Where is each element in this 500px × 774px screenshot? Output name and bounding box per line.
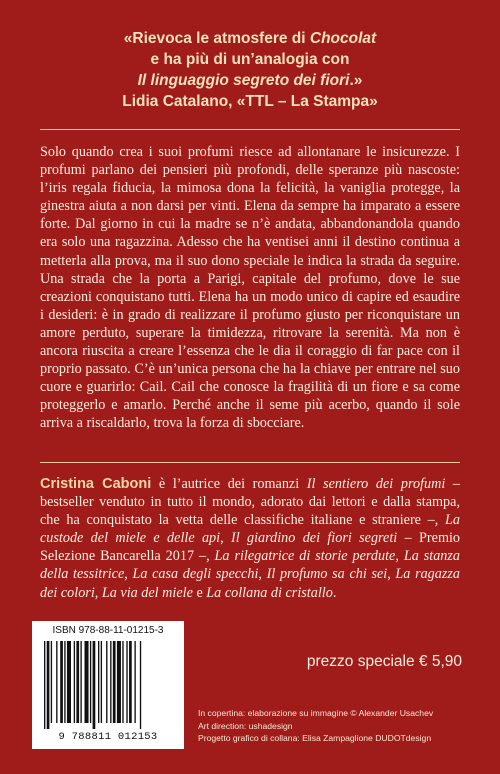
quote-title-chocolat: Chocolat xyxy=(309,30,377,47)
barcode-digits: 9 788811 012153 xyxy=(58,731,158,743)
isbn-label: ISBN 978-88-11-01215-3 xyxy=(52,625,164,636)
divider-middle xyxy=(40,462,460,463)
book-title: La custode del miele e delle api xyxy=(40,512,460,547)
book-title: Il profumo sa chi sei xyxy=(266,566,388,583)
quote-line-2: e ha più di un’analogia con xyxy=(150,51,350,68)
cover-credit: In copertina: elaborazione su immagine © Alexander Usachev xyxy=(198,708,434,718)
book-title: La rilegatrice di storie perdute xyxy=(214,548,396,565)
book-title: Il giardino dei fiori segreti xyxy=(231,530,398,547)
author-bio: Cristina Caboni è l’autrice dei romanzi Il sentiero dei profumi – bestseller venduto in tutto il mondo, adorato dai lettori e dalla stampa, che ha conquistato la vetta delle classifiche italiane e straniere –, La custode del miele e delle api, Il giardino dei fiori segreti – Premio Selezione Bancarella 2017 –, La rilegatrice di storie perdute, La stanza della tessitrice, La casa degli specchi, Il profumo sa chi sei, La ragazza dei colori, La via del miele e La collana di cristallo. xyxy=(40,476,461,601)
barcode-panel xyxy=(32,621,184,749)
book-title: Il sentiero dei profumi xyxy=(306,476,446,492)
press-quote xyxy=(40,28,460,112)
credits xyxy=(198,707,478,745)
book-title: La stanza della tessitrice xyxy=(40,548,460,583)
quote-attribution: Lidia Catalano, «TTL – La Stampa» xyxy=(122,93,378,110)
book-title: La casa degli specchi xyxy=(132,566,259,583)
art-direction-credit: Art direction: ushadesign xyxy=(198,720,293,731)
quote-line-3-end: .» xyxy=(349,72,363,89)
divider-top xyxy=(40,129,460,130)
book-title: La collana di cristallo xyxy=(206,584,333,601)
price-label: prezzo speciale € 5,90 xyxy=(306,653,462,670)
quote-line-1: «Rievoca le atmosfere di xyxy=(123,30,310,47)
book-title: La via del miele xyxy=(101,584,193,601)
quote-title-linguaggio: Il linguaggio segreto dei fiori xyxy=(137,72,350,89)
book-title: La ragazza dei colori xyxy=(40,566,461,601)
author-name: Cristina Caboni xyxy=(40,476,152,492)
barcode-icon xyxy=(42,641,174,729)
design-credit: Progetto grafico di collana: Elisa Zampaglione DUDOTdesign xyxy=(198,733,432,744)
synopsis-text: Solo quando crea i suoi profumi riesce ad allontanare le insicurezze. I profumi parlano dei pensieri più profondi, delle speranze più nascoste: l’iris regala fiducia, la mimosa dona la felicità, la vaniglia protegge, la ginestra aiuta a non darsi per vinti. Elena da sempre ha imparato a essere forte. Dal giorno in cui la madre se n’è andata, abbandonandola quando era solo una ragazzina. Adesso che ha ventisei anni il destino continua a metterla alla prova, ma il suo dono speciale le indica la strada da seguire. Una strada che la porta a Parigi, capitale del profumo, dove le sue creazioni conquistano tutti. Elena ha un modo unico di capire ed esaudire i desideri: è in grado di realizzare il profumo giusto per riconquistare un amore perduto, superare la timidezza, ritrovare la serenità. Ma non è ancora riuscita a creare l’essenza che le dia il coraggio di far pace con il proprio passato. C’è un’unica persona che ha la chiave per entrare nel suo cuore e guarirlo: Cail. Cail che conosce la fragilità di un fiore e sa come proteggerlo e amarlo. Perché anche il seme più acerbo, quando il sole arriva a riscaldarlo, trova la forza di sbocciare. xyxy=(40,144,460,432)
